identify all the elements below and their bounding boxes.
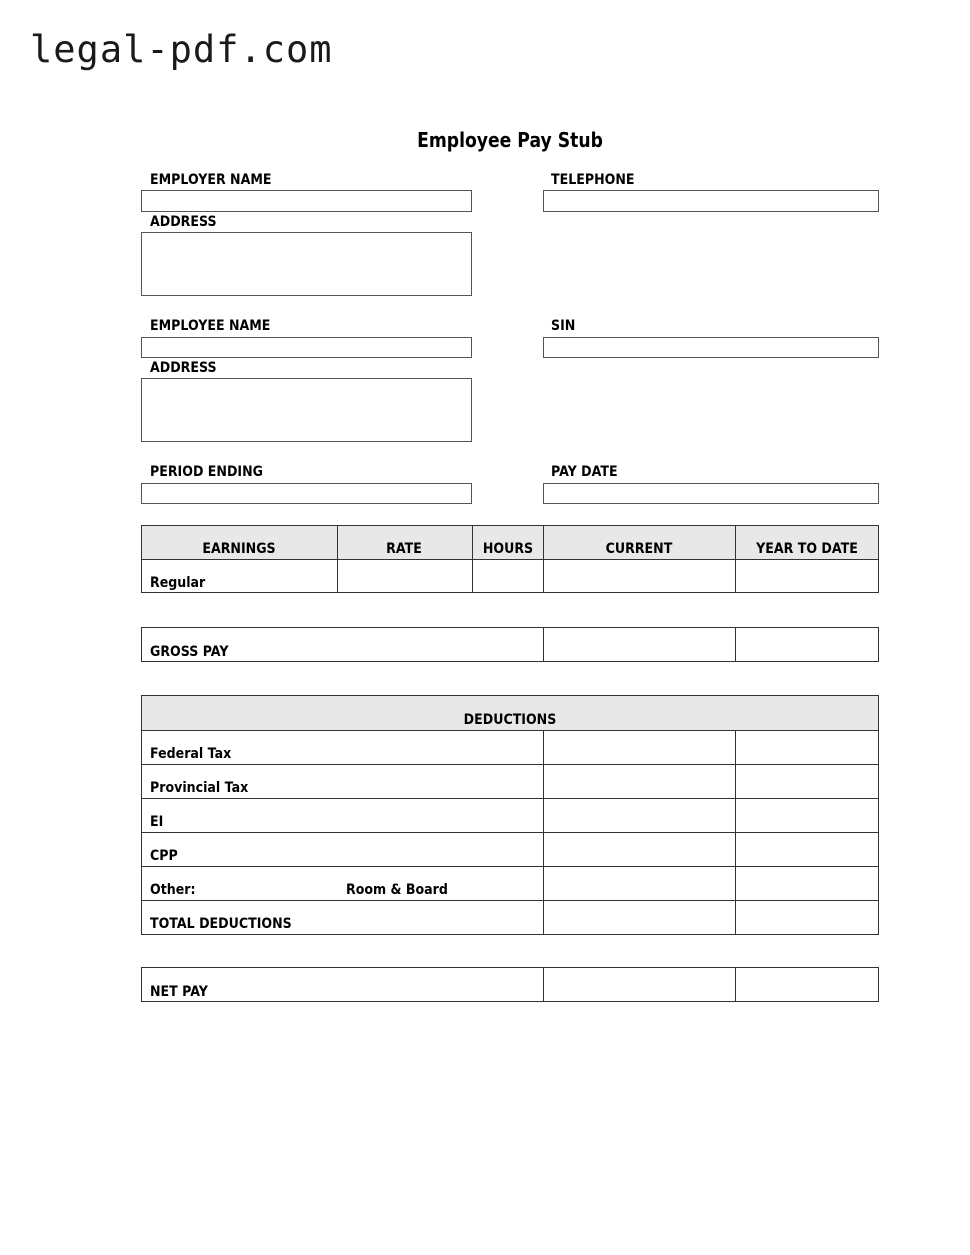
federal-tax-current-cell[interactable]	[544, 731, 735, 764]
total-deductions-label: TOTAL DEDUCTIONS	[150, 916, 292, 932]
regular-ytd-cell[interactable]	[736, 560, 878, 592]
deductions-table	[141, 695, 879, 935]
provincial-tax-ytd-cell[interactable]	[736, 765, 878, 798]
provincial-tax-label: Provincial Tax	[150, 780, 249, 796]
net-pay-label: NET PAY	[150, 984, 208, 1000]
net-pay-ytd-cell[interactable]	[736, 968, 878, 1001]
federal-tax-ytd-cell[interactable]	[736, 731, 878, 764]
pay-date-label: PAY DATE	[551, 464, 618, 480]
pay-date-field[interactable]	[543, 483, 879, 504]
other-ytd-cell[interactable]	[736, 867, 878, 900]
cpp-current-cell[interactable]	[544, 833, 735, 866]
employer-address-field[interactable]	[141, 232, 472, 296]
other-current-cell[interactable]	[544, 867, 735, 900]
regular-rate-cell[interactable]	[338, 560, 472, 592]
gross-pay-current-cell[interactable]	[544, 628, 735, 661]
provincial-tax-current-cell[interactable]	[544, 765, 735, 798]
ei-current-cell[interactable]	[544, 799, 735, 832]
rate-column-header: RATE	[386, 541, 422, 557]
employee-address-label: ADDRESS	[150, 360, 217, 376]
ei-label: EI	[150, 814, 164, 830]
regular-current-cell[interactable]	[544, 560, 735, 592]
page-title: Employee Pay Stub	[417, 128, 603, 152]
net-pay-current-cell[interactable]	[544, 968, 735, 1001]
earnings-column-header: EARNINGS	[202, 541, 276, 557]
watermark: legal-pdf.com	[30, 28, 333, 71]
hours-column-header: HOURS	[482, 541, 534, 557]
sin-label: SIN	[551, 318, 576, 334]
cpp-ytd-cell[interactable]	[736, 833, 878, 866]
gross-pay-row	[141, 627, 879, 662]
total-deductions-current-cell[interactable]	[544, 901, 735, 934]
earnings-table	[141, 525, 879, 593]
employer-address-label: ADDRESS	[150, 214, 217, 230]
gross-pay-label: GROSS PAY	[150, 644, 229, 660]
telephone-label: TELEPHONE	[551, 172, 635, 188]
employee-name-field[interactable]	[141, 337, 472, 358]
ytd-column-header: YEAR TO DATE	[756, 541, 858, 557]
cpp-label: CPP	[150, 848, 178, 864]
current-column-header: CURRENT	[605, 541, 673, 557]
deductions-header: DEDUCTIONS	[463, 712, 557, 728]
regular-earnings-label: Regular	[150, 575, 206, 591]
period-ending-label: PERIOD ENDING	[150, 464, 263, 480]
regular-hours-cell[interactable]	[473, 560, 543, 592]
other-note: Room & Board	[346, 882, 448, 898]
sin-field[interactable]	[543, 337, 879, 358]
employer-name-field[interactable]	[141, 190, 472, 212]
telephone-field[interactable]	[543, 190, 879, 212]
net-pay-row	[141, 967, 879, 1002]
period-ending-field[interactable]	[141, 483, 472, 504]
other-label: Other:	[150, 882, 196, 898]
total-deductions-ytd-cell[interactable]	[736, 901, 878, 934]
employee-name-label: EMPLOYEE NAME	[150, 318, 271, 334]
employer-name-label: EMPLOYER NAME	[150, 172, 272, 188]
ei-ytd-cell[interactable]	[736, 799, 878, 832]
federal-tax-label: Federal Tax	[150, 746, 232, 762]
gross-pay-ytd-cell[interactable]	[736, 628, 878, 661]
employee-address-field[interactable]	[141, 378, 472, 442]
